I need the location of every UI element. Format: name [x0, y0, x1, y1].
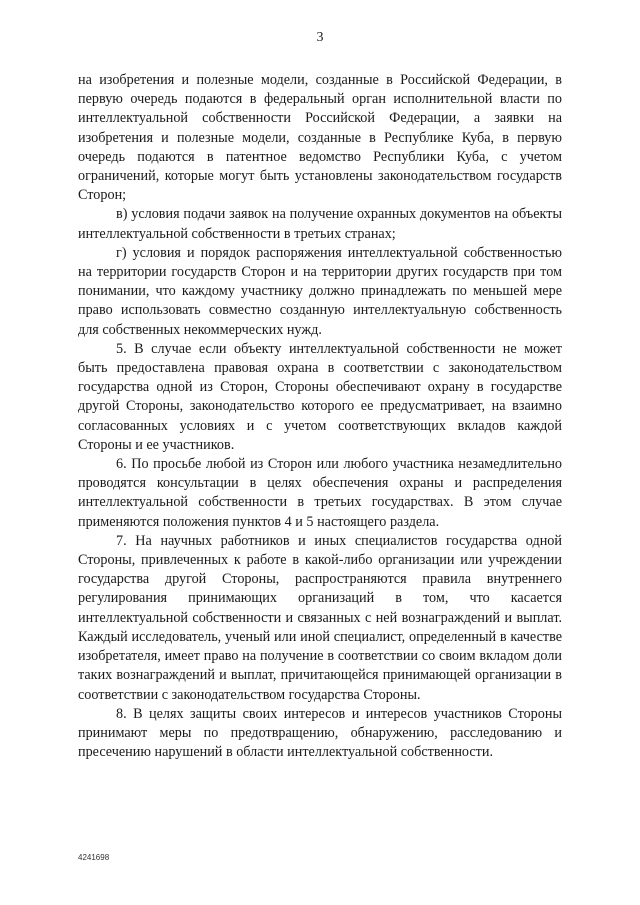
paragraph-item-5: 5. В случае если объекту интеллектуальной собственности не может быть предоставлена правовая охрана в соответствии с законодательством государства одной из Сторон, Стороны обеспечивают охрану в государстве другой Стороны, законодательство которого ее предусматривает, на взаимно согласованных условиях и с учетом соответствующих вкладов каждой Стороны и ее участников.: [78, 340, 562, 453]
document-code: 4241698: [78, 853, 110, 862]
page-number: 3: [316, 30, 324, 45]
paragraph-item-7: 7. На научных работников и иных специалистов государства одной Стороны, привлеченных к работе в какой-либо организации или учреждении государства другой Стороны, распространяются правила внутреннего регулирования принимающих организаций в том, что касается интеллектуальной собственности и связанных с ней вознаграждений и выплат. Каждый исследователь, ученый или иной специалист, определенный в качестве изобретателя, имеет право на получение в соответствии со своим вкладом доли таких вознаграждений и выплат, причитающейся принимающей организации в соответствии с законодательством государства Стороны.: [78, 532, 562, 703]
paragraph-subitem-g: г) условия и порядок распоряжения интеллектуальной собственностью на территории государств Сторон и на территории других государств при том понимании, что каждому участнику должно принадлежать по меньшей мере право использовать совместно созданную интеллектуальную собственность для собственных некоммерческих нужд.: [78, 244, 562, 338]
document-body: [78, 71, 562, 762]
paragraph-item-8: 8. В целях защиты своих интересов и интересов участников Стороны принимают меры по предотвращению, обнаружению, расследованию и пресечению нарушений в области интеллектуальной собственности.: [78, 705, 562, 761]
paragraph-item-6: 6. По просьбе любой из Сторон или любого участника незамедлительно проводятся консультации в целях обеспечения охраны и распределения интеллектуальной собственности в третьих государствах. В этом случае применяются положения пунктов 4 и 5 настоящего раздела.: [78, 456, 562, 530]
paragraph-subitem-v: в) условия подачи заявок на получение охранных документов на объекты интеллектуальной собственности в третьих странах;: [78, 206, 562, 242]
paragraph-continuation: на изобретения и полезные модели, созданные в Российской Федерации, в первую очередь подаются в федеральный орган исполнительной власти по интеллектуальной собственности Российской Федерации, а заявки на изобретения и полезные модели, созданные в Республике Куба, в первую очередь подаются в патентное ведомство Республики Куба, с учетом ограничений, которые могут быть установлены законодательством государств Сторон;: [78, 72, 562, 204]
